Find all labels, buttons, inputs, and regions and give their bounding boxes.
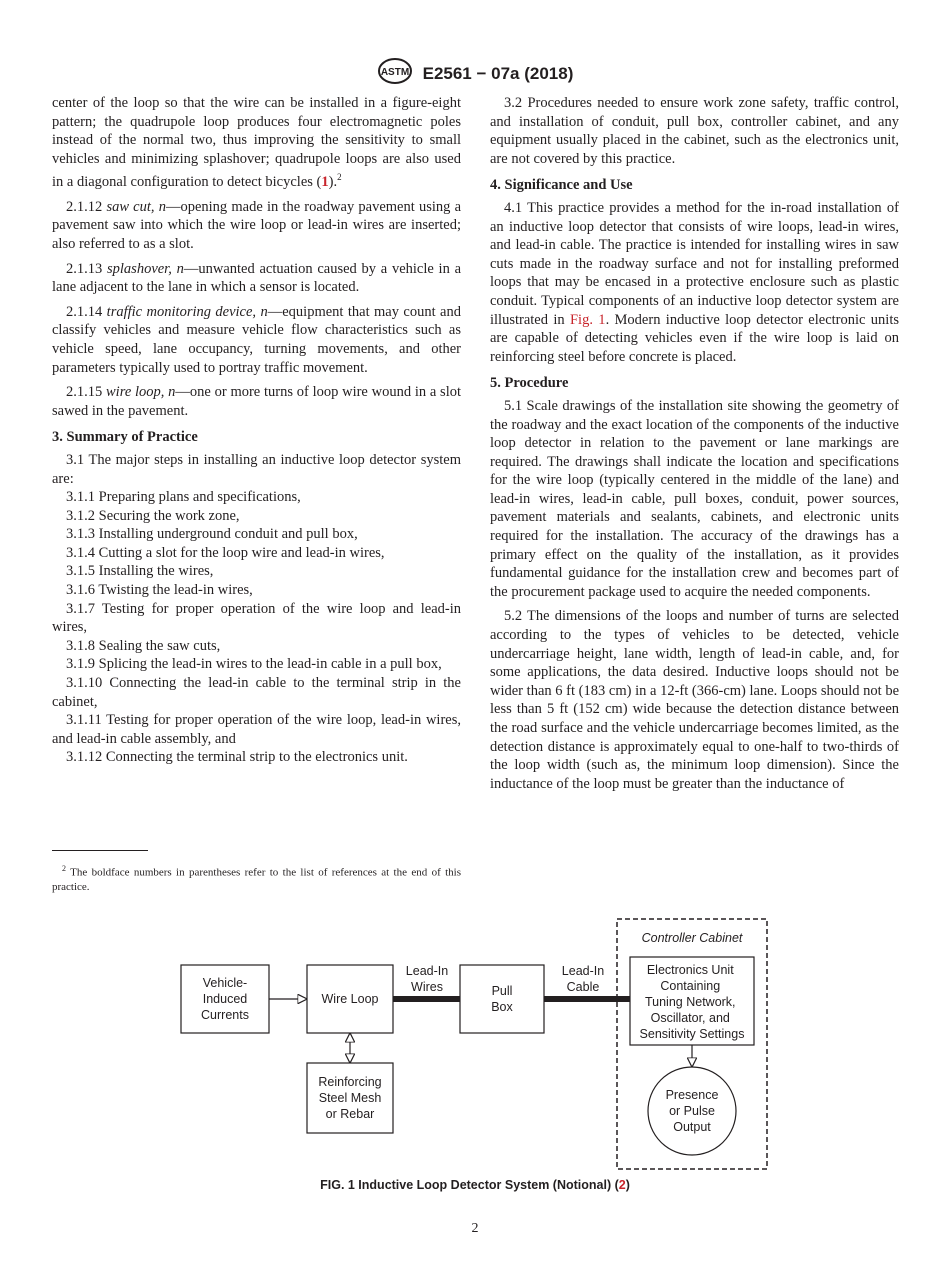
box-text: or Rebar [325, 1107, 375, 1121]
list-item: 3.1.2 Securing the work zone, [66, 507, 240, 524]
box-text: Tuning Network, [644, 995, 736, 1009]
definition-wire-loop: 2.1.15 wire loop, n—one or more turns of loop wire wound in a slot sawed in the pavement. [52, 384, 461, 419]
box-text: Steel Mesh [318, 1091, 382, 1105]
figure-link[interactable]: Fig. 1 [569, 311, 606, 328]
svg-text:ReinforcingSteel Meshor Rebar [318, 1075, 381, 1121]
box-text: Pull [491, 984, 513, 998]
list-item: 3.1.1 Preparing plans and specifications, [66, 489, 301, 506]
section-heading-3: 3. Summary of Practice [52, 429, 198, 446]
paragraph-3-2: 3.2 Procedures needed to ensure work zone safety, traffic control, and installation of conduit, pull box, controller cabinet, and any equipment usually placed in the cabinet, such as the electronics unit, are not covered by this practice. [490, 95, 899, 167]
box-text: Output [673, 1120, 711, 1134]
box-text: Electronics Unit [646, 963, 734, 977]
definition-traffic-monitoring: 2.1.14 traffic monitoring device, n—equipment that may count and classify vehicles and measure vehicle flow characteristics such as vehicle speed, lane occupancy, turning movements, and other parameters typically used to portray traffic movement. [52, 303, 461, 376]
list-item: 3.1.8 Sealing the saw cuts, [66, 637, 221, 654]
figure-1-diagram [175, 915, 775, 1175]
footnote-marker: 2 [337, 172, 342, 183]
svg-text:Lead-InCable [562, 964, 604, 994]
box-text: Currents [201, 1008, 249, 1022]
svg-text:Lead-InWires [406, 964, 448, 994]
svg-text:ASTM: ASTM [380, 67, 409, 78]
cabinet-label: Controller Cabinet [641, 931, 743, 945]
footnote: $^2$ The boldface numbers in parentheses refer to the list of references at the end of this practice. [52, 864, 461, 893]
box-text: Sensitivity Settings [639, 1027, 745, 1041]
reference-link[interactable]: 2 [618, 1178, 626, 1192]
page-header [0, 58, 950, 84]
continued-paragraph: center of the loop so that the wire can be installed in a figure-eight pattern; the quadrupole loop produces four electromagnetic poles instead of the normal two, thus improving the sensitivity to small vehicles and minimizing splashover; quadrupole loops are also used in a diagonal configuration to detect bicycles (1).$^2$ [52, 95, 461, 191]
left-column [52, 94, 461, 767]
list-item: 3.1.7 Testing for proper operation of the wire loop and lead-in wires, [52, 600, 461, 636]
pull-box [460, 965, 544, 1033]
connector-label: Wires [411, 980, 443, 994]
box-text: Wire Loop [321, 992, 379, 1006]
paragraph-5-2: 5.2 The dimensions of the loops and number of turns are selected according to the types of vehicles to be detected, vehicle undercarriage height, lane width, length of lead-in cable, and, for some applications, the data desired. Inductive loops should not be wider than 6 ft (183 cm) in a 12-ft (366-cm) lane. Loops should not be less than 5 ft (152 cm) wide because the detection distance between the road surface and the vehicle undercarriage becomes limited, as the detection distance is approximately equal to one-half to two-thirds of the loop width (such as, the minimum loop dimension). Since the inductance of the loop must be greater than the inductance of [490, 608, 899, 792]
list-item: 3.1.9 Splicing the lead-in wires to the lead-in cable in a pull box, [66, 656, 442, 673]
box-text: Presence [665, 1088, 719, 1102]
figure-caption: FIG. 1 Inductive Loop Detector System (Notional) (2) [320, 1178, 630, 1192]
standard-designation: E2561 − 07a (2018) [422, 63, 574, 83]
reference-link[interactable]: 1 [321, 174, 329, 191]
svg-text:Electronics Unit Contain [640, 963, 745, 1041]
definition-splashover: 2.1.13 splashover, n—unwanted actuation caused by a vehicle in a lane adjacent to the lane in which a sensor is located. [52, 260, 462, 296]
list-item: 3.1.12 Connecting the terminal strip to the electronics unit. [66, 749, 408, 766]
page-number: 2 [471, 1221, 479, 1236]
box-text: or Pulse [669, 1104, 715, 1118]
box-text: Vehicle- [202, 976, 248, 990]
box-text: Oscillator, and [650, 1011, 730, 1025]
paragraph-5-1: 5.1 Scale drawings of the installation site showing the geometry of the roadway and the exact location of the components of the inductive loop detector in relation to the pavement or lane markings are required. The drawings shall indicate the location and specifications for the wire loop (typically centered in the middle of the lane) and lead-in wires, lead-in cable, pull boxes, conduit, power sources, pavement materials and sealants, cabinets, and electronic units required for the installation. The accuracy of the drawings has a primary effect on the quality of the installation, as it provides fundamental guidance for the installation crew and becomes part of the procurement package used to acquire the needed components. [490, 397, 899, 600]
box-text: Box [491, 1000, 513, 1014]
svg-text:Vehicle-InducedCurrents [201, 976, 249, 1022]
astm-logo [377, 58, 413, 89]
section-heading-4: 4. Significance and Use [490, 177, 633, 194]
box-text: Induced [202, 992, 248, 1006]
list-item: 3.1.11 Testing for proper operation of the wire loop, lead-in wires, and lead-in cable assembly, and [52, 712, 461, 747]
list-item: 3.1.10 Connecting the lead-in cable to the terminal strip in the cabinet, [52, 675, 461, 710]
connector-label: Cable [566, 980, 600, 994]
svg-text:Presenceor PulseOutput [666, 1088, 719, 1134]
steps-list [52, 488, 461, 767]
section-heading-5: 5. Procedure [490, 375, 569, 392]
connector-label: Lead-In [561, 964, 605, 978]
right-column [490, 94, 899, 799]
list-item: 3.1.6 Twisting the lead-in wires, [66, 582, 253, 599]
definition-saw-cut: 2.1.12 saw cut, n—opening made in the roadway pavement using a pavement saw into which the wire loop or lead-in wires are inserted; also referred to as a slot. [52, 198, 461, 252]
paragraph-4-1: 4.1 This practice provides a method for the in-road installation of an inductive loop detector that consists of wire loops, lead-in wires, and lead-in cable. The practice is intended for installing wires in saw cuts made in the roadway surface and not for installing preformed loops that may be encased in a protective enclosure such as plastic conduit. Typical components of an inductive loop detector system are illustrated in Fig. 1. Modern inductive loop detector electronic units are capable of detecting vehicles even if the wire loop is laid on reinforcing steel before concrete is placed. [490, 199, 900, 365]
list-item: 3.1.4 Cutting a slot for the loop wire and lead-in wires, [66, 544, 385, 561]
list-item: 3.1.3 Installing underground conduit and pull box, [66, 526, 358, 543]
box-text: Containing [660, 979, 721, 993]
paragraph-3-1: 3.1 The major steps in installing an inductive loop detector system are: [52, 451, 461, 487]
box-text: Reinforcing [318, 1075, 382, 1089]
footnote-divider [52, 850, 148, 851]
connector-label: Lead-In [405, 964, 449, 978]
list-item: 3.1.5 Installing the wires, [66, 563, 214, 580]
